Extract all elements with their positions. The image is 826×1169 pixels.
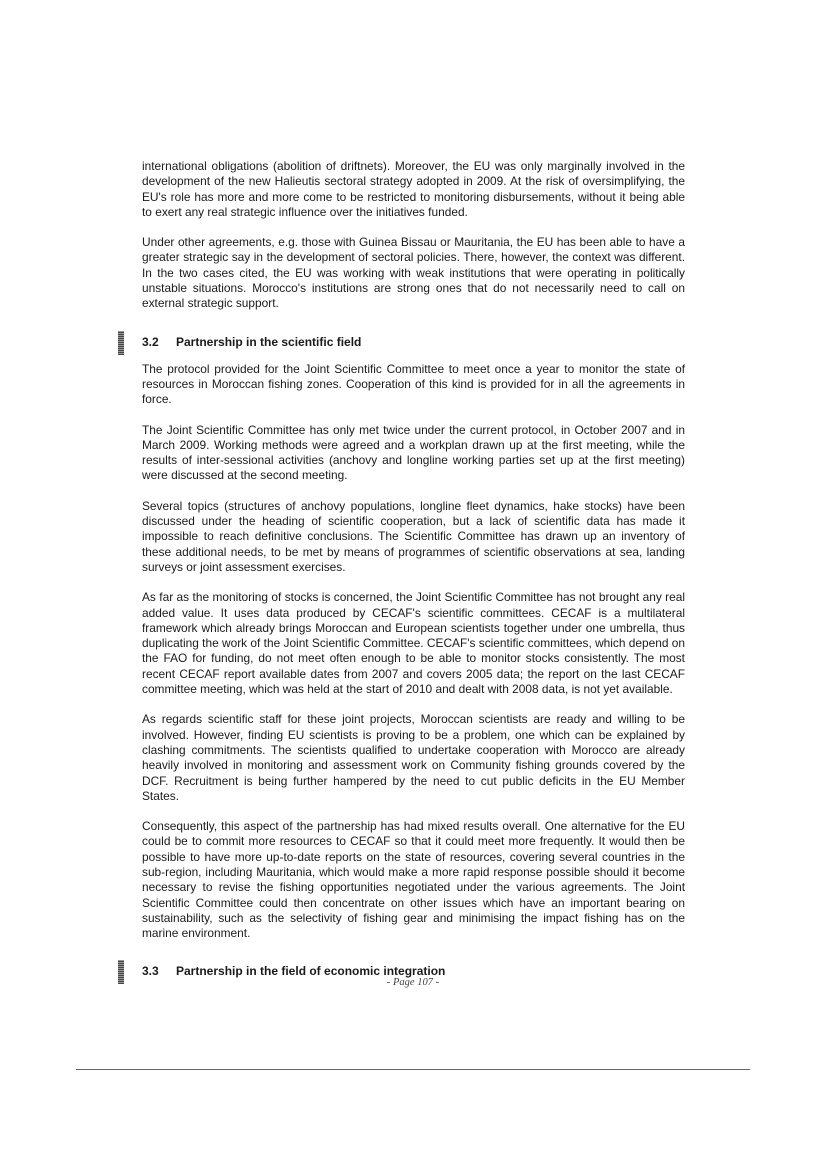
paragraph-scientific-staff: As regards scientific staff for these joint projects, Moroccan scientists are ready and willing to be involved. However, finding EU scientists is proving to be a problem, one which can be explained by clashing commitments. The scientists qualified to undertake cooperation with Morocco are already heavily involved in monitoring and assessment work on Community fishing grounds covered by the DCF. Recruitment is being further hampered by the need to cut public deficits in the EU Member States. <box>142 712 685 803</box>
section-title: Partnership in the scientific field <box>176 334 362 349</box>
page-number: - Page 107 - <box>386 977 440 988</box>
paragraph-topics: Several topics (structures of anchovy populations, longline fleet dynamics, hake stocks) have been discussed under the heading of scientific cooperation, but a lack of scientific data has made it impossible to reach definitive conclusions. The Scientific Committee has drawn up an inventory of these additional needs, to be met by means of programmes of scientific observations at sea, landing surveys or joint assessment exercises. <box>142 498 685 574</box>
paragraph-stock-monitoring: As far as the monitoring of stocks is concerned, the Joint Scientific Committee has not brought any real added value. It uses data produced by CECAF's scientific committees. CECAF is a multilateral framework which already brings Moroccan and European scientists together under one umbrella, thus duplicating the work of the Joint Scientific Committee. CECAF's scientific committees, which depend on the FAO for funding, do not meet often enough to be able to monitor stocks consistently. The most recent CECAF report available dates from 2007 and covers 2005 data; the report on the last CECAF committee meeting, which was held at the start of 2010 and dealt with 2008 data, is not yet available. <box>142 590 685 697</box>
section-marker-bar <box>118 331 124 355</box>
paragraph-committee-meetings: The Joint Scientific Committee has only met twice under the current protocol, in October 2007 and in March 2009. Working methods were agreed and a workplan drawn up at the first meeting, while the results of inter-sessional activities (anchovy and longline working parties set up at the first meeting) were discussed at the second meeting. <box>142 422 685 483</box>
footer-divider <box>76 1069 750 1070</box>
page-body <box>142 159 685 979</box>
paragraph-other-agreements: Under other agreements, e.g. those with Guinea Bissau or Mauritania, the EU has been able to have a greater strategic say in the development of sectoral policies. There, however, the context was different. In the two cases cited, the EU was working with weak institutions that were operating in politically unstable situations. Morocco's institutions are strong ones that do not necessarily need to call on external strategic support. <box>142 235 685 311</box>
paragraph-consequently: Consequently, this aspect of the partnership has had mixed results overall. One alternative for the EU could be to commit more resources to CECAF so that it could meet more frequently. It would then be possible to have more up-to-date reports on the state of resources, covering several countries in the sub-region, including Mauritania, which would make a more rapid response possible should it become necessary to revise the fishing opportunities negotiated under the various agreements. The Joint Scientific Committee could then concentrate on other issues which have an important bearing on sustainability, such as the selectivity of fishing gear and minimising the impact fishing has on the marine environment. <box>142 819 685 941</box>
section-number: 3.2 <box>142 334 159 349</box>
paragraph-driftnets: international obligations (abolition of driftnets). Moreover, the EU was only marginally involved in the development of the new Halieutis sectoral strategy adopted in 2009. At the risk of oversimplifying, the EU's role has more and more come to be restricted to monitoring disbursements, without it being able to exert any real strategic influence over the initiatives funded. <box>142 159 685 219</box>
section-number: 3.3 <box>142 964 159 979</box>
section-title: Partnership in the field of economic integration <box>176 964 446 979</box>
paragraph-protocol: The protocol provided for the Joint Scientific Committee to meet once a year to monitor the state of resources in Moroccan fishing zones. Cooperation of this kind is provided for in all the agreements in force. <box>142 361 685 407</box>
section-heading-3-2 <box>142 334 685 350</box>
